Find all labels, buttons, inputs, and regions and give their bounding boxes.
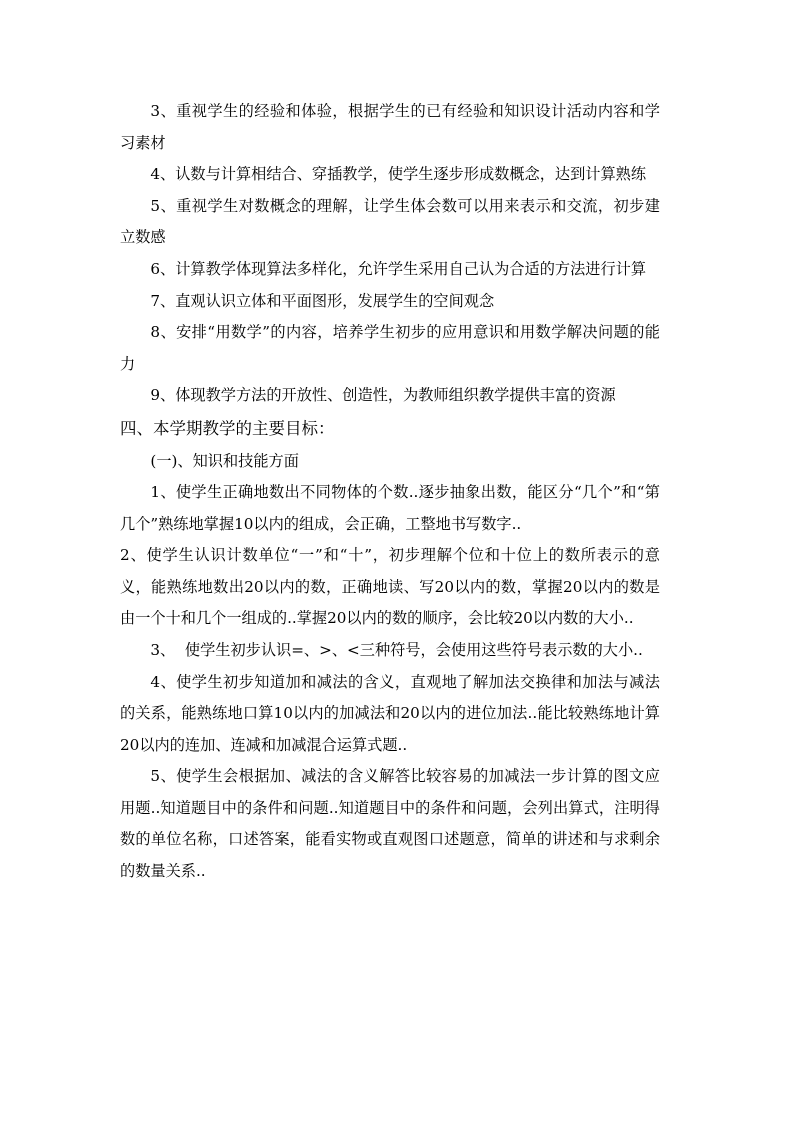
- paragraph-9: 9、体现教学方法的开放性、创造性，为教师组织教学提供丰富的资源: [150, 386, 616, 405]
- goal-3: 3、 使学生初步认识=、>、<三种符号，会使用这些符号表示数的大小..: [150, 640, 643, 659]
- paragraph-8: 8、安排“用数学”的内容，培养学生初步的应用意识和用数学解决问题的能力: [120, 323, 660, 373]
- subheading: (一)、知识和技能方面: [150, 451, 299, 470]
- goal-1: 1、使学生正确地数出不同物体的个数..逐步抽象出数，能区分“几个”和“第几个”熟练地掌握10以内的组成，会正确，工整地书写数字..: [120, 482, 660, 533]
- paragraph-3: 3、重视学生的经验和体验，根据学生的已有经验和知识设计活动内容和学习素材: [120, 102, 660, 152]
- goal-5: 5、使学生会根据加、减法的含义解答比较容易的加减法一步计算的图文应用题..知道题目中的条件和问题..知道题目中的条件和问题，会列出算式，注明得数的单位名称，口述答案，能看实物或直观图口述题意，简单的讲述和与求剩余的数量关系..: [120, 767, 660, 881]
- paragraph-4: 4、认数与计算相结合、穿插教学，使学生逐步形成数概念，达到计算熟练: [150, 165, 647, 184]
- document-body: [120, 96, 660, 888]
- paragraph-7: 7、直观认识立体和平面图形，发展学生的空间观念: [150, 291, 495, 310]
- goal-4: 4、使学生初步知道加和减法的含义，直观地了解加法交换律和加法与减法的关系，能熟练地口算10以内的加减法和20以内的进位加法..能比较熟练地计算20以内的连加、连减和加减混合运算式题..: [120, 672, 660, 754]
- paragraph-5: 5、重视学生对数概念的理解，让学生体会数可以用来表示和交流，初步建立数感: [120, 196, 660, 247]
- goal-2: 2、使学生认识计数单位“一”和“十”，初步理解个位和十位上的数所表示的意义，能熟练地数出20以内的数，正确地读、写20以内的数，掌握20以内的数是由一个十和几个一组成的..掌握20以内的数的顺序，会比较20以内数的大小..: [120, 546, 660, 628]
- paragraph-6: 6、计算教学体现算法多样化，允许学生采用自己认为合适的方法进行计算: [150, 259, 647, 278]
- section-heading: 四、本学期教学的主要目标：: [120, 418, 335, 438]
